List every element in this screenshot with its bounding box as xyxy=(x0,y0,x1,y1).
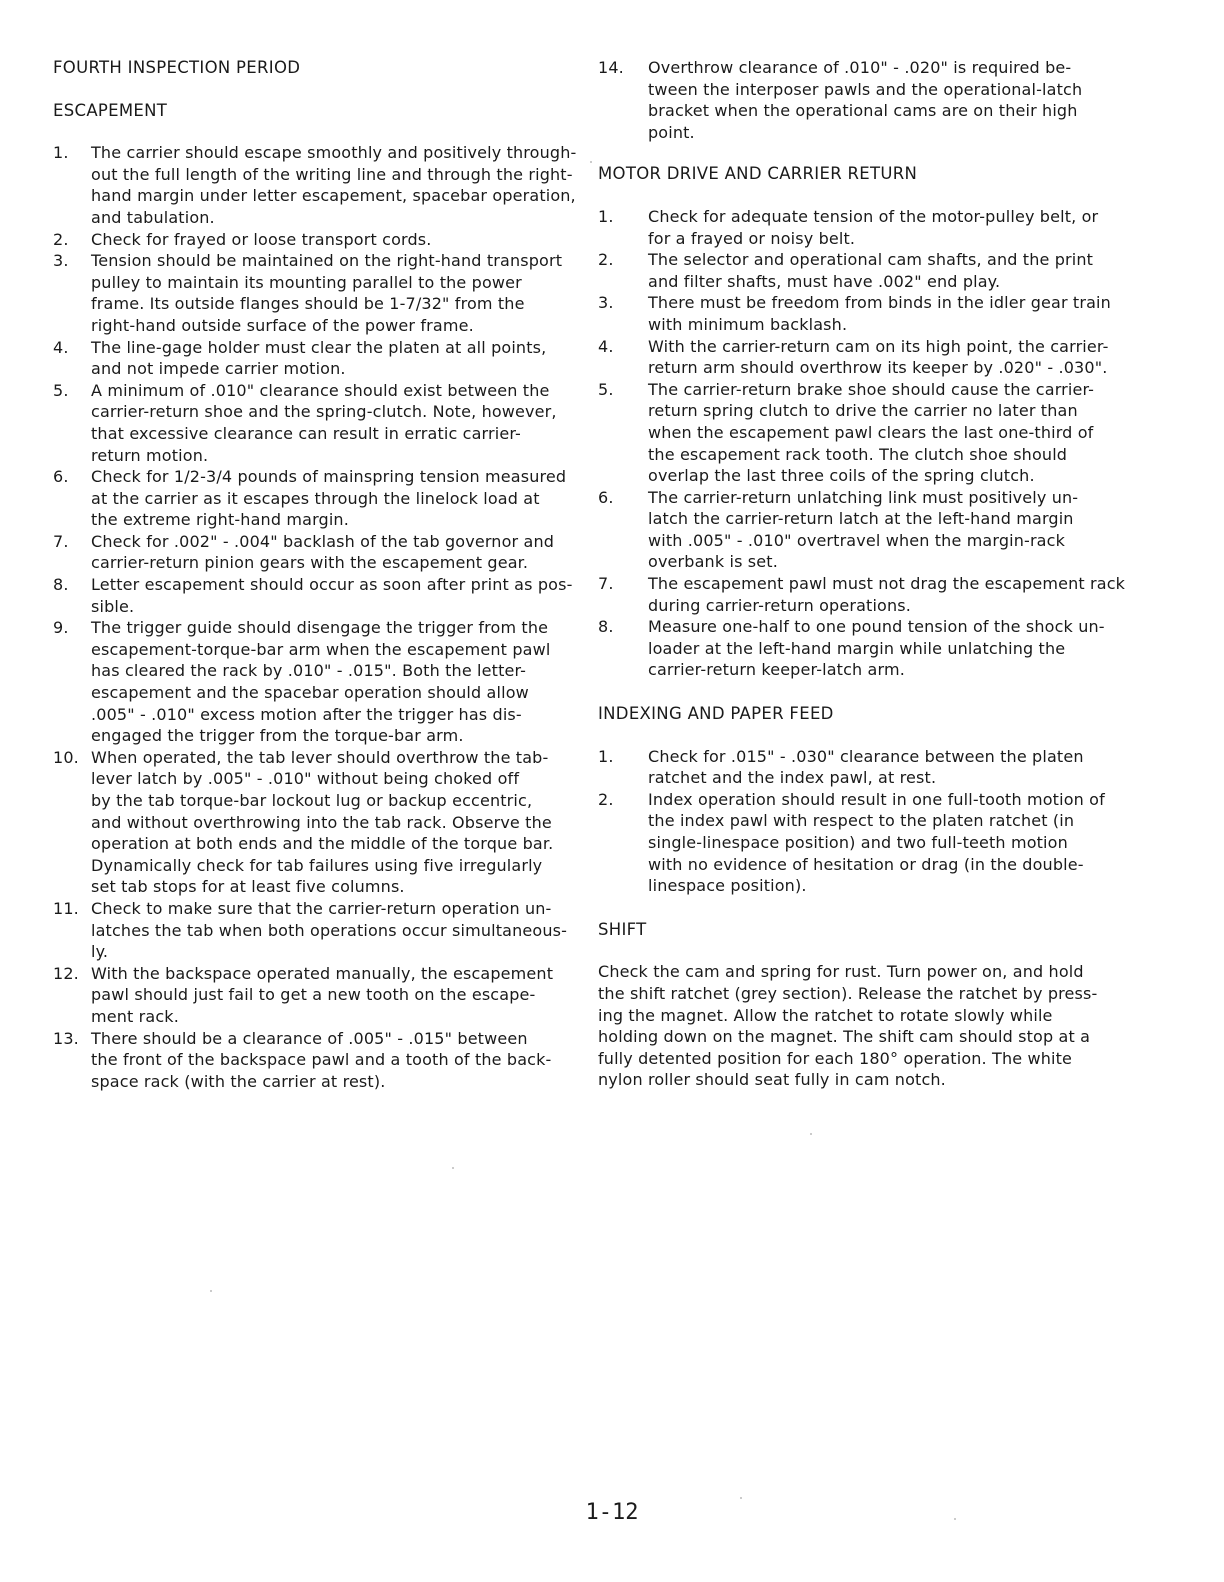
escapement-list xyxy=(53,142,583,1092)
scan-speck xyxy=(740,1497,742,1499)
list-item xyxy=(53,466,583,531)
list-item xyxy=(53,380,583,466)
list-item xyxy=(598,573,1134,616)
section-heading-indexing: INDEXING AND PAPER FEED xyxy=(598,704,834,724)
item-text: There must be freedom from binds in the idler gear train with minimum backlash. xyxy=(648,293,1111,334)
page-number: 1-12 xyxy=(585,1500,639,1525)
item-number: 6. xyxy=(598,487,614,507)
list-item xyxy=(53,574,583,617)
list-item xyxy=(598,789,1134,897)
item-number: 2. xyxy=(598,250,614,270)
item-number: 7. xyxy=(598,574,614,594)
item-text: The carrier-return brake shoe should cause the carrier- return spring clutch to drive the carrier no later than when the escapement pawl clears the last one-third of the escapement rack tooth. The clutch shoe should overlap the last three coils of the spring clutch. xyxy=(648,379,1095,486)
item-number: 3. xyxy=(53,251,69,271)
item-number: 7. xyxy=(53,531,69,551)
list-item xyxy=(53,1028,583,1093)
list-item xyxy=(53,337,583,380)
item-text: The line-gage holder must clear the platen at all points, and not impede carrier motion. xyxy=(91,337,547,379)
list-item xyxy=(53,747,583,898)
section-heading-shift: SHIFT xyxy=(598,919,647,939)
item-text: Check for .015" - .030" clearance between the platen ratchet and the index pawl, at rest. xyxy=(648,746,1084,788)
item-text: Check to make sure that the carrier-return operation un- latches the tab when both operations occur simultaneous- ly. xyxy=(91,898,568,962)
item-text: Check for .002" - .004" backlash of the tab governor and carrier-return pinion gears with the escapement gear. xyxy=(91,531,555,573)
item-number: 1. xyxy=(598,206,614,226)
list-item xyxy=(53,142,583,228)
item-number: 9. xyxy=(53,618,69,638)
list-item xyxy=(598,336,1134,379)
item-text: There should be a clearance of .005" - .015" between the front of the backspace pawl and a tooth of the back- space rack (with the carrier at rest). xyxy=(91,1028,552,1091)
item-text: Index operation should result in one full-tooth motion of the index pawl with respect to the platen ratchet (in single-linespace position) and two full-teeth motion with no evidence of hesitation or drag (in the double- linespace position). xyxy=(648,789,1105,896)
item-text: Check for 1/2-3/4 pounds of mainspring tension measured at the carrier as it escapes through the linelock load at the extreme right-hand margin. xyxy=(91,467,567,530)
item-number: 11. xyxy=(53,898,79,918)
item-number: 5. xyxy=(598,379,614,399)
item-text: The trigger guide should disengage the trigger from the escapement-torque-bar arm when the escapement pawl has cleared the rack by .010" - .015". Both the letter- escapement and the spacebar operation should allow .005" - .010" excess motion after the trigger has dis- engaged the trigger from the torque-bar arm. xyxy=(91,618,551,746)
item-text: The carrier should escape smoothly and positively through- out the full length of the writing line and through the right- hand margin under letter escapement, spacebar operation, and tabulation. xyxy=(91,143,577,227)
motor-drive-section xyxy=(598,163,1134,681)
item-number: 8. xyxy=(598,617,614,637)
item-number: 3. xyxy=(598,293,614,313)
item-text: Check for adequate tension of the motor-pulley belt, or for a frayed or noisy belt. xyxy=(648,206,1099,248)
list-item xyxy=(598,249,1134,292)
item-text: Overthrow clearance of .010" - .020" is required be- tween the interposer pawls and the operational-latch bracket when the operational cams are on their high point. xyxy=(648,58,1083,142)
list-item xyxy=(53,617,583,747)
list-item xyxy=(53,963,583,1028)
item-number: 8. xyxy=(53,575,69,595)
item-number: 13. xyxy=(53,1028,79,1048)
item-text: Measure one-half to one pound tension of the shock un- loader at the left-hand margin while unlatching the carrier-return keeper-latch arm. xyxy=(648,617,1105,680)
escapement-list-continued xyxy=(598,57,1134,143)
scan-speck xyxy=(954,1518,956,1520)
item-text: Letter escapement should occur as soon after print as pos- sible. xyxy=(91,575,573,616)
scan-speck xyxy=(452,1167,454,1169)
item-text: With the carrier-return cam on its high point, the carrier- return arm should overthrow its keeper by .020" - .030". xyxy=(648,336,1109,378)
item-text: Tension should be maintained on the right-hand transport pulley to maintain its mounting parallel to the power frame. Its outside flanges should be 1-7/32" from the right-hand outside surface of the power frame. xyxy=(91,251,563,335)
page-title: FOURTH INSPECTION PERIOD xyxy=(53,58,301,77)
item-number: 10. xyxy=(53,747,79,767)
list-item xyxy=(598,616,1134,681)
list-item xyxy=(598,746,1134,789)
scan-speck xyxy=(810,1133,812,1135)
scan-speck xyxy=(590,161,592,163)
item-text: A minimum of .010" clearance should exist between the carrier-return shoe and the spring-clutch. Note, however, that excessive clearance can result in erratic carrier- return motion. xyxy=(91,380,557,465)
item-number: 1. xyxy=(53,143,69,163)
item-text: The escapement pawl must not drag the escapement rack during carrier-return operations. xyxy=(648,574,1126,615)
list-item xyxy=(53,250,583,336)
left-column xyxy=(53,57,583,1092)
indexing-section xyxy=(598,703,1134,897)
shift-paragraph: Check the cam and spring for rust. Turn power on, and hold the shift ratchet (grey section). Release the ratchet by press- ing the magnet. Allow the ratchet to rotate slowly while holding down on the magnet. The shift cam should stop at a fully detented position for each 180° operation. The white nylon roller should seat fully in cam notch. xyxy=(598,962,1098,1090)
item-number: 1. xyxy=(598,746,614,766)
list-item xyxy=(598,206,1134,249)
item-number: 14. xyxy=(598,58,624,77)
list-item xyxy=(53,531,583,574)
section-heading-motor-drive: MOTOR DRIVE AND CARRIER RETURN xyxy=(598,164,918,184)
item-text: With the backspace operated manually, the escapement pawl should just fail to get a new tooth on the escape- ment rack. xyxy=(91,963,554,1026)
item-number: 4. xyxy=(53,337,69,357)
item-text: The carrier-return unlatching link must positively un- latch the carrier-return latch at the left-hand margin with .005" - .010" overtravel when the margin-rack overbank is set. xyxy=(648,487,1079,572)
list-item xyxy=(598,292,1134,335)
item-number: 2. xyxy=(598,789,614,809)
list-item xyxy=(598,379,1134,487)
section-heading-escapement: ESCAPEMENT xyxy=(53,100,168,120)
shift-section xyxy=(598,919,1134,1091)
item-number: 6. xyxy=(53,467,69,487)
item-number: 4. xyxy=(598,336,614,356)
item-text: Check for frayed or loose transport cords. xyxy=(91,229,432,249)
list-item xyxy=(53,898,583,963)
item-text: The selector and operational cam shafts, and the print and filter shafts, must have .002" end play. xyxy=(648,250,1094,291)
list-item xyxy=(598,487,1134,573)
item-number: 5. xyxy=(53,380,69,400)
item-text: When operated, the tab lever should overthrow the tab- lever latch by .005" - .010" without being choked off by the tab torque-bar lockout lug or backup eccentric, and without overthrowing into the tab rack. Observe the operation at both ends and the middle of the torque bar. Dynamically check for tab failures using five irregularly set tab stops for at least five columns. xyxy=(91,747,554,897)
list-item xyxy=(598,57,1134,143)
motor-drive-list xyxy=(598,206,1134,681)
item-number: 12. xyxy=(53,963,79,983)
right-column xyxy=(598,57,1134,1091)
indexing-list xyxy=(598,746,1134,897)
scan-speck xyxy=(210,1290,212,1292)
item-number: 2. xyxy=(53,229,69,249)
list-item xyxy=(53,229,583,251)
